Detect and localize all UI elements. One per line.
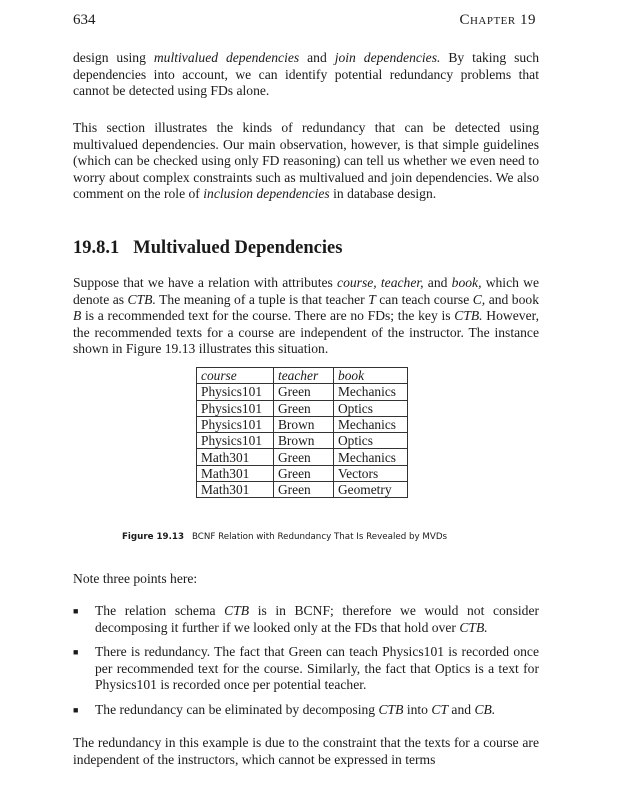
text-run: is in BCNF; therefore we would not consider decomposing it further if we looked only at the FDs that hold over	[95, 603, 539, 635]
emphasis-text: join dependencies.	[334, 50, 441, 65]
table-cell: Physics101	[197, 400, 274, 416]
table-row	[197, 416, 408, 432]
text-run: The relation schema	[95, 603, 225, 618]
column-header-book: book	[334, 368, 408, 384]
emphasis-text: CB.	[474, 702, 496, 717]
chapter-header: Chapter 19	[459, 12, 536, 28]
emphasis-text: multivalued dependencies	[153, 50, 300, 65]
table-row	[197, 465, 408, 481]
text-run: By taking such dependencies into account, we can identify potential redundancy problems that cannot be detected using FDs alone.	[73, 50, 540, 99]
emphasis-text: CT	[431, 702, 449, 717]
text-run: which we denote as	[73, 275, 539, 307]
table-cell: Math301	[197, 449, 274, 465]
table-row	[197, 449, 408, 465]
table-cell: Vectors	[334, 465, 408, 481]
caption-text: BCNF Relation with Redundancy That Is Revealed by MVDs	[192, 532, 448, 542]
text-run: into	[403, 702, 432, 717]
table-cell: Green	[274, 465, 334, 481]
table-row	[197, 384, 408, 400]
text-run: and book	[485, 291, 539, 307]
section-number: 19.8.1	[73, 238, 120, 258]
figure-caption	[122, 532, 447, 542]
table-cell: Mechanics	[334, 449, 408, 465]
bullet-square-icon: ■	[73, 647, 79, 657]
bullet-text: There is redundancy. The fact that Green can teach Physics101 is recorded once per recommended text for the course. Similarly, the fact that Optics is a text for Physics101 is recorded once per potential teacher.	[95, 644, 539, 693]
emphasis-text: book,	[451, 275, 482, 290]
table-header-row	[197, 368, 408, 384]
emphasis-text: CTB.	[459, 619, 488, 635]
text-run: design using	[73, 50, 154, 65]
emphasis-text: CTB	[224, 603, 250, 618]
bullet-item-redundancy	[73, 644, 539, 694]
text-run: The meaning of a tuple is that teacher	[155, 291, 369, 307]
bullet-square-icon: ■	[73, 606, 79, 616]
text-run: The redundancy can be eliminated by decomposing	[95, 702, 379, 717]
emphasis-text: CTB.	[127, 291, 156, 307]
text-run: is a recommended text for the course. There are no FDs; the key is	[81, 308, 455, 324]
paragraph-note: Note three points here:	[73, 571, 198, 586]
table-cell: Green	[274, 449, 334, 465]
bullet-item-decompose	[73, 702, 539, 719]
emphasis-text: T	[368, 291, 376, 307]
table-row	[197, 433, 408, 449]
table-cell: Green	[274, 400, 334, 416]
emphasis-text: CTB.	[454, 308, 483, 324]
column-header-teacher: teacher	[274, 368, 334, 384]
table-cell: Math301	[197, 465, 274, 481]
table-cell: Math301	[197, 482, 274, 498]
section-title: Multivalued Dependencies	[133, 238, 343, 258]
table-cell: Green	[274, 482, 334, 498]
table-cell: Green	[274, 384, 334, 400]
text-run: However, the recommended texts for a course are independent of the instructor. The instance shown in Figure 19.13 illustrates this situation.	[73, 308, 539, 357]
table-row	[197, 400, 408, 416]
table-row	[197, 482, 408, 498]
page-number: 634	[73, 12, 96, 28]
table-cell: Physics101	[197, 416, 274, 432]
emphasis-text: CTB	[378, 702, 404, 717]
bullet-square-icon: ■	[73, 705, 79, 715]
table-cell: Mechanics	[334, 384, 408, 400]
table-cell: Brown	[274, 416, 334, 432]
table-cell: Optics	[334, 400, 408, 416]
paragraph-redundancy-cause: The redundancy in this example is due to the constraint that the texts for a course are independent of the instructors, which cannot be expressed in terms	[73, 735, 539, 767]
paragraph-intro	[73, 50, 539, 100]
bullet-text	[95, 702, 539, 719]
table-cell: Mechanics	[334, 416, 408, 432]
table-cell: Physics101	[197, 433, 274, 449]
figure-label: Figure 19.13	[122, 532, 184, 542]
table-cell: Physics101	[197, 384, 274, 400]
section-heading	[73, 238, 342, 259]
ctb-relation-table	[196, 367, 408, 498]
text-run: This section illustrates the kinds of redundancy that can be detected using multivalued dependencies. Our main observation, however, is that simple guidelines (which can be checked using only FD reasoning) can tell us whether we even need to worry about complex constraints such as multivalued and join dependencies. We also comment on the role of	[73, 120, 539, 202]
emphasis-text: C,	[472, 291, 486, 307]
bullet-item-bcnf	[73, 603, 539, 636]
text-run: Suppose that we have a relation with attributes	[73, 275, 338, 290]
paragraph-ctb-description	[73, 275, 539, 358]
text-run: and	[299, 50, 335, 65]
emphasis-text: B	[73, 308, 82, 324]
text-run: and	[423, 275, 452, 290]
text-run: in database design.	[329, 186, 437, 202]
emphasis-text: course, teacher,	[337, 275, 424, 290]
text-run: can teach course	[375, 291, 473, 307]
emphasis-text: inclusion dependencies	[203, 186, 330, 202]
table-cell: Geometry	[334, 482, 408, 498]
column-header-course: course	[197, 368, 274, 384]
bullet-text	[95, 603, 539, 636]
table-cell: Brown	[274, 433, 334, 449]
text-run: and	[448, 702, 475, 717]
table-cell: Optics	[334, 433, 408, 449]
paragraph-section-overview	[73, 120, 539, 203]
